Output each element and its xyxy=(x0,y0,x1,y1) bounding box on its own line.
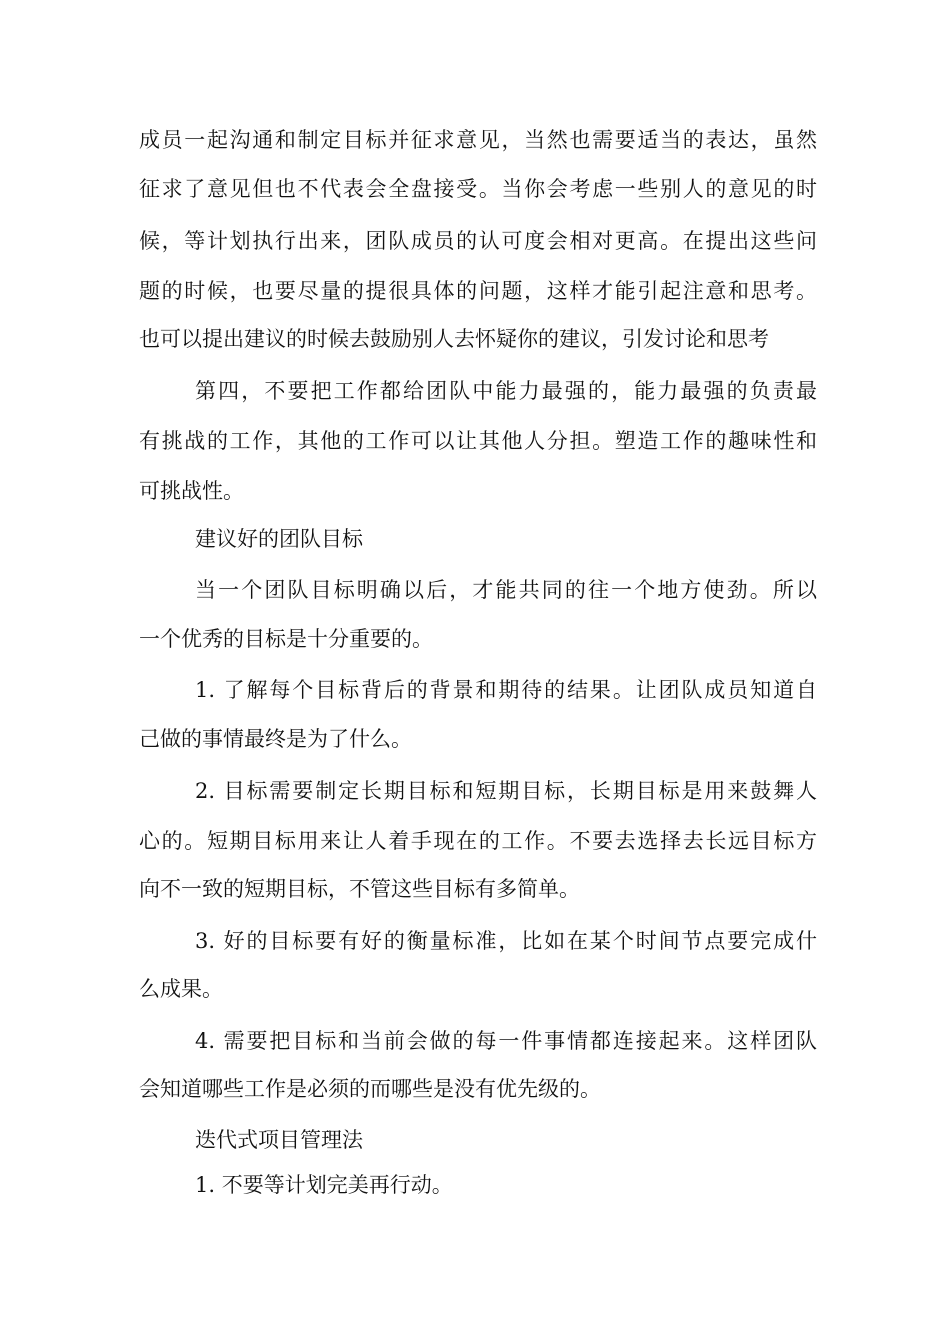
list-item-line: 1. 了解每个目标背后的背景和期待的结果。让团队成员知道自 xyxy=(195,678,817,702)
list-item-line: 心的。短期目标用来让人着手现在的工作。不要去选择去长远目标方 xyxy=(139,829,817,853)
paragraph-line: 成员一起沟通和制定目标并征求意见，当然也需要适当的表达，虽然 xyxy=(139,128,817,152)
list-item-line: 2. 目标需要制定长期目标和短期目标，长期目标是用来鼓舞人 xyxy=(195,779,817,803)
paragraph-line: 也可以提出建议的时候去鼓励别人去怀疑你的建议，引发讨论和思考 xyxy=(139,327,769,351)
list-item-line: 4. 需要把目标和当前会做的每一件事情都连接起来。这样团队 xyxy=(195,1029,817,1053)
paragraph-line: 当一个团队目标明确以后，才能共同的往一个地方使劲。所以 xyxy=(195,578,817,602)
paragraph-line: 征求了意见但也不代表会全盘接受。当你会考虑一些别人的意见的时 xyxy=(139,177,817,201)
list-item-line: 向不一致的短期目标，不管这些目标有多简单。 xyxy=(139,877,580,901)
list-item-line: 会知道哪些工作是必须的而哪些是没有优先级的。 xyxy=(139,1077,601,1101)
list-item-line: 3. 好的目标要有好的衡量标准，比如在某个时间节点要完成什 xyxy=(195,929,817,953)
paragraph-line: 第四，不要把工作都给团队中能力最强的，能力最强的负责最 xyxy=(195,379,817,403)
list-item-line: 么成果。 xyxy=(139,977,223,1001)
paragraph-line: 候，等计划执行出来，团队成员的认可度会相对更高。在提出这些问 xyxy=(139,229,817,253)
section-heading: 迭代式项目管理法 xyxy=(195,1128,363,1152)
paragraph-line: 一个优秀的目标是十分重要的。 xyxy=(139,627,433,651)
paragraph-line: 题的时候，也要尽量的提很具体的问题，这样才能引起注意和思考。 xyxy=(139,279,817,303)
paragraph-line: 可挑战性。 xyxy=(139,479,244,503)
section-heading: 建议好的团队目标 xyxy=(195,527,363,551)
list-item-line: 1. 不要等计划完美再行动。 xyxy=(195,1173,453,1197)
list-item-line: 己做的事情最终是为了什么。 xyxy=(139,727,412,751)
paragraph-line: 有挑战的工作，其他的工作可以让其他人分担。塑造工作的趣味性和 xyxy=(139,429,817,453)
